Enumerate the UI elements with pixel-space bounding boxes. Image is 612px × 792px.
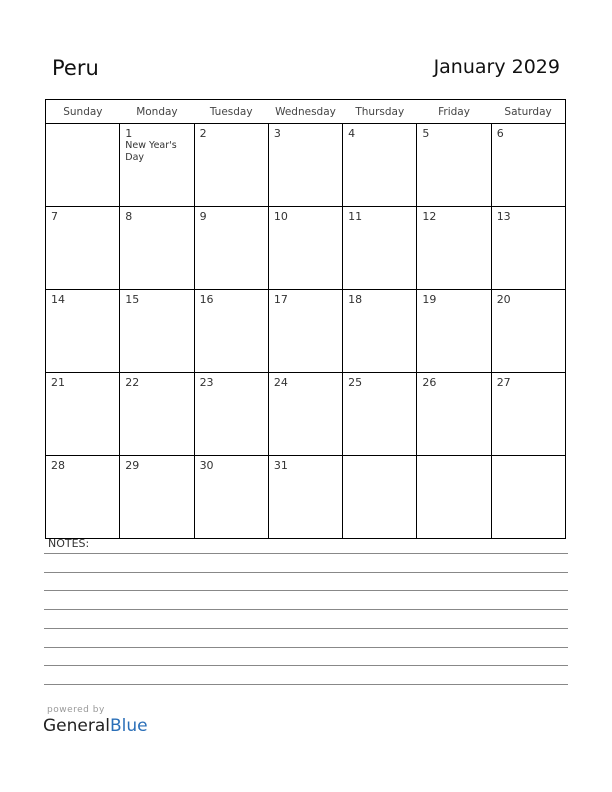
- day-cell: [417, 456, 491, 539]
- day-cell: [268, 290, 342, 373]
- day-cell: [268, 456, 342, 539]
- day-number: 7: [51, 210, 58, 223]
- holiday-label: New Year's Day: [125, 140, 177, 163]
- week-row: [46, 373, 566, 456]
- day-number: 8: [125, 210, 133, 223]
- day-cell: [268, 373, 342, 456]
- day-number: 1: [125, 127, 133, 140]
- day-cell: [194, 456, 268, 539]
- weekday-monday: Monday: [120, 100, 194, 124]
- day-cell: [194, 124, 268, 207]
- day-cell: [491, 456, 565, 539]
- day-number: 13: [496, 210, 511, 223]
- day-cell: [417, 124, 491, 207]
- day-number: 10: [273, 210, 288, 223]
- day-cell: [268, 207, 342, 290]
- day-cell: [120, 207, 194, 290]
- day-cell: [417, 373, 491, 456]
- day-cell: [46, 290, 120, 373]
- note-line: [44, 665, 568, 666]
- day-cell: [194, 207, 268, 290]
- day-number: 23: [199, 376, 214, 389]
- day-cell: [343, 207, 417, 290]
- month-year-title: January 2029: [433, 56, 560, 78]
- day-cell: [343, 124, 417, 207]
- note-line: [44, 590, 568, 591]
- brand-logo: [43, 716, 148, 736]
- day-cell: [491, 373, 565, 456]
- day-number: 18: [348, 293, 363, 306]
- day-number: 28: [51, 459, 65, 472]
- note-line: [44, 572, 568, 573]
- day-cell: [46, 207, 120, 290]
- day-number: 29: [125, 459, 140, 472]
- day-number: 27: [496, 376, 511, 389]
- note-line: [44, 609, 568, 610]
- note-line: [44, 647, 568, 648]
- day-cell: [194, 373, 268, 456]
- day-number: 5: [422, 127, 430, 140]
- week-row: [46, 290, 566, 373]
- day-number: 11: [348, 210, 363, 223]
- day-number: 31: [273, 459, 288, 472]
- weekday-friday: Friday: [417, 100, 491, 124]
- calendar-grid: [45, 99, 566, 539]
- day-cell: [491, 124, 565, 207]
- day-number: 26: [422, 376, 437, 389]
- day-number: 4: [348, 127, 356, 140]
- day-cell: [343, 290, 417, 373]
- day-number: 24: [273, 376, 288, 389]
- day-number: 25: [348, 376, 363, 389]
- brand-general: General: [43, 716, 110, 736]
- day-cell: [120, 290, 194, 373]
- note-line: [44, 553, 568, 554]
- day-cell: [120, 373, 194, 456]
- day-cell: [417, 207, 491, 290]
- day-number: 6: [496, 127, 504, 140]
- day-cell: [491, 207, 565, 290]
- brand-blue: Blue: [110, 716, 148, 736]
- day-cell: [343, 373, 417, 456]
- country-title: Peru: [52, 56, 99, 80]
- day-cell: [343, 456, 417, 539]
- week-row: [46, 124, 566, 207]
- weekday-thursday: Thursday: [343, 100, 417, 124]
- powered-by-text: powered by: [47, 705, 105, 715]
- day-number: 19: [422, 293, 437, 306]
- day-number: 2: [199, 127, 207, 140]
- day-cell: [46, 456, 120, 539]
- day-number: 17: [273, 293, 288, 306]
- weekday-sunday: Sunday: [46, 100, 120, 124]
- day-cell: [268, 124, 342, 207]
- day-number: 22: [125, 376, 140, 389]
- note-line: [44, 684, 568, 685]
- weekday-tuesday: Tuesday: [194, 100, 268, 124]
- day-cell: [417, 290, 491, 373]
- note-line: [44, 628, 568, 629]
- day-number: 9: [199, 210, 207, 223]
- day-cell: [46, 373, 120, 456]
- notes-label: NOTES:: [48, 537, 90, 550]
- day-number: 14: [51, 293, 65, 306]
- weekday-wednesday: Wednesday: [268, 100, 342, 124]
- week-row: [46, 456, 566, 539]
- day-cell: [194, 290, 268, 373]
- week-row: [46, 207, 566, 290]
- day-cell: [46, 124, 120, 207]
- day-number: 3: [273, 127, 281, 140]
- day-number: 20: [496, 293, 511, 306]
- day-number: 15: [125, 293, 140, 306]
- day-number: 12: [422, 210, 437, 223]
- day-cell: [120, 456, 194, 539]
- day-number: 21: [51, 376, 65, 389]
- day-number: 16: [199, 293, 214, 306]
- weekday-saturday: Saturday: [491, 100, 565, 124]
- day-cell: [491, 290, 565, 373]
- day-number: 30: [199, 459, 214, 472]
- weekday-header-row: [46, 100, 566, 124]
- day-cell: [120, 124, 194, 207]
